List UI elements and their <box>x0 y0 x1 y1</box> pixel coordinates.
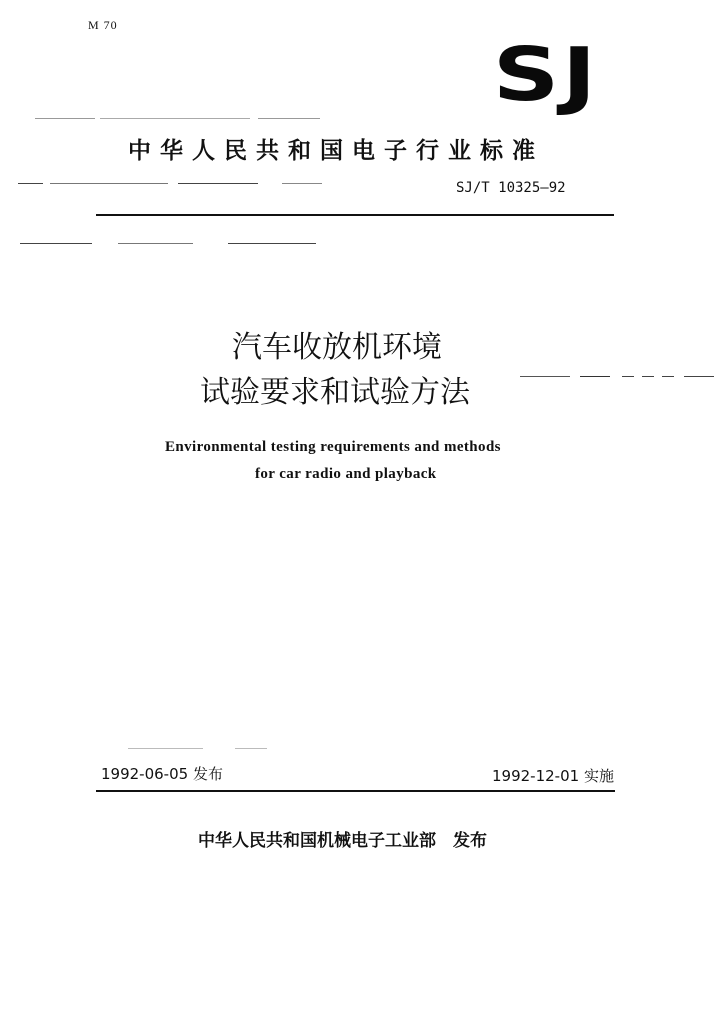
divider-dash <box>235 748 267 749</box>
divider-dash <box>662 376 674 377</box>
divider-dash <box>580 376 610 377</box>
title-chinese-line1: 汽车收放机环境 <box>232 330 442 365</box>
issue-date: 1992-06-05 发布 <box>101 765 223 783</box>
issuing-authority: 中华人民共和国机械电子工业部 发布 <box>198 831 487 851</box>
divider-dash <box>684 376 714 377</box>
divider-dash <box>35 118 95 119</box>
divider-dash <box>178 183 258 184</box>
divider-dash <box>282 183 322 184</box>
standard-code: SJ/T 10325—92 <box>456 180 566 196</box>
divider-dash <box>118 243 193 244</box>
divider-dash <box>18 183 43 184</box>
divider-dash <box>20 243 92 244</box>
divider-dash <box>642 376 654 377</box>
divider-dash <box>128 748 203 749</box>
title-english-line2: for car radio and playback <box>255 466 437 482</box>
implementation-date: 1992-12-01 实施 <box>492 767 614 785</box>
divider-dash <box>50 183 168 184</box>
footer-rule <box>96 790 615 792</box>
divider-dash <box>100 118 250 119</box>
divider-dash <box>228 243 316 244</box>
sj-logo: SJ <box>492 32 599 118</box>
divider-dash <box>258 118 320 119</box>
divider-dash <box>622 376 634 377</box>
title-chinese-line2: 试验要求和试验方法 <box>200 375 470 410</box>
header-rule <box>96 214 614 216</box>
classification-code: M 70 <box>88 18 118 32</box>
standard-name: 中华人民共和国电子行业标准 <box>128 138 544 164</box>
divider-dash <box>520 376 570 377</box>
title-english-line1: Environmental testing requirements and methods <box>165 439 501 455</box>
